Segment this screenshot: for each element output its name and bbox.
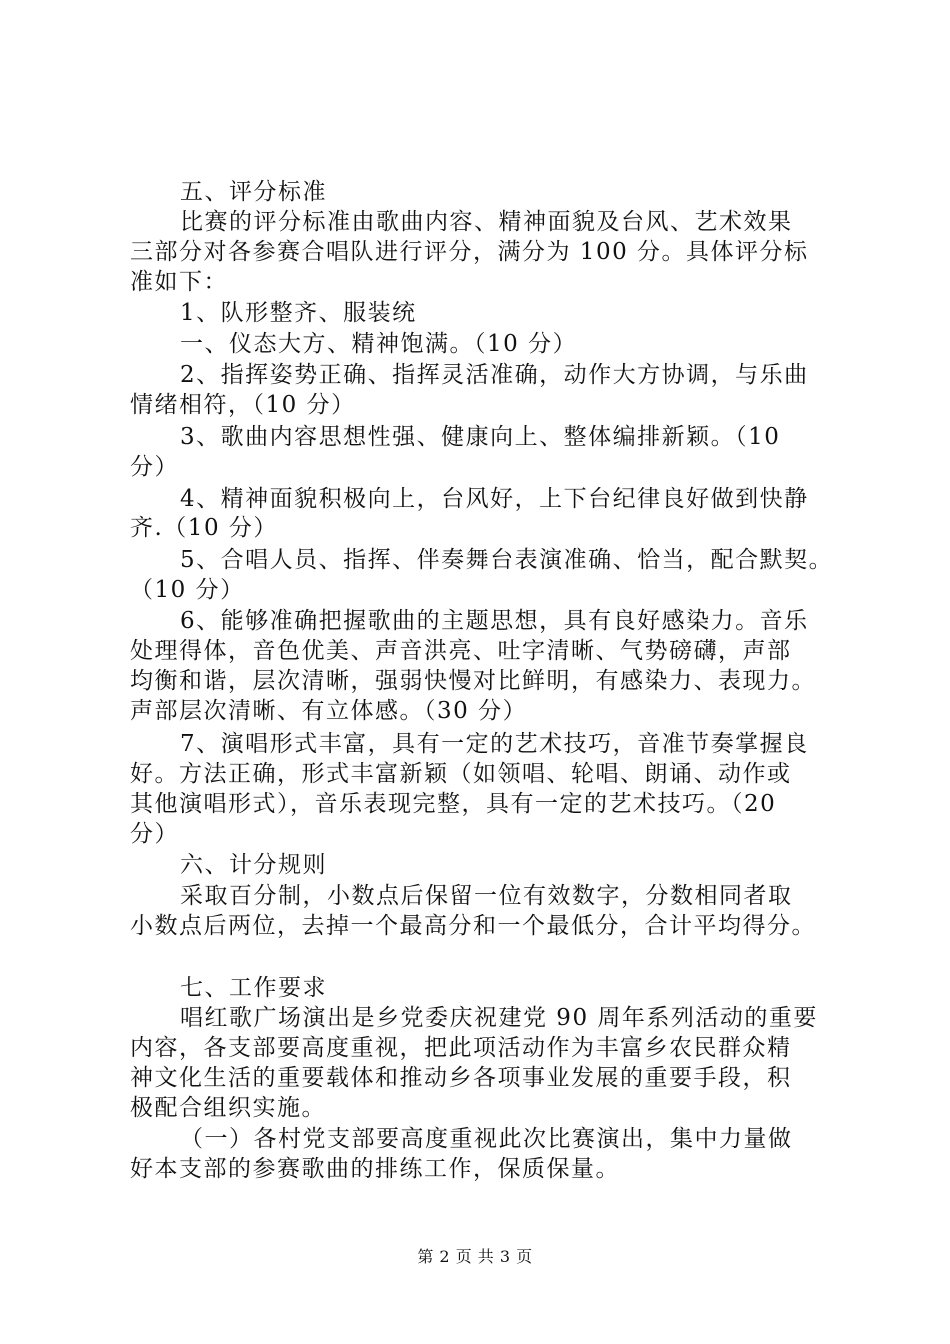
criterion-item: 7、演唱形式丰富，具有一定的艺术技巧，音准节奏掌握良 <box>180 731 809 757</box>
requirement-item: （一）各村党支部要高度重视此次比赛演出，集中力量做 <box>180 1126 793 1152</box>
paragraph-line: 其他演唱形式），音乐表现完整，具有一定的艺术技巧。（20 <box>130 791 777 817</box>
criterion-item: 一、仪态大方、精神饱满。（10 分） <box>180 331 578 357</box>
paragraph-line: （10 分） <box>130 577 245 603</box>
paragraph-line: 好。方法正确，形式丰富新颖（如领唱、轮唱、朗诵、动作或 <box>130 761 792 787</box>
criterion-item: 1、队形整齐、服装统 <box>180 300 417 326</box>
section-heading-scoring-rules: 六、计分规则 <box>180 852 327 878</box>
criterion-item: 2、指挥姿势正确、指挥灵活准确，动作大方协调，与乐曲 <box>180 362 809 388</box>
paragraph-line: 处理得体，音色优美、声音洪亮、吐字清晰、气势磅礴，声部 <box>130 638 792 664</box>
page-number-footer: 第 2 页 共 3 页 <box>417 1247 533 1266</box>
criterion-item: 6、能够准确把握歌曲的主题思想，具有良好感染力。音乐 <box>180 608 809 634</box>
section-heading-work-requirements: 七、工作要求 <box>180 975 327 1001</box>
criterion-item: 3、歌曲内容思想性强、健康向上、整体编排新颖。（10 <box>180 424 781 450</box>
paragraph-line: 小数点后两位，去掉一个最高分和一个最低分，合计平均得分。 <box>130 913 816 939</box>
criterion-item: 4、精神面貌积极向上，台风好，上下台纪律良好做到快静 <box>180 486 809 512</box>
criterion-item: 5、合唱人员、指挥、伴奏舞台表演准确、恰当，配合默契。 <box>180 547 834 573</box>
paragraph-line: 内容，各支部要高度重视，把此项活动作为丰富乡农民群众精 <box>130 1035 792 1061</box>
paragraph-line: 比赛的评分标准由歌曲内容、精神面貌及台风、艺术效果 <box>180 209 793 235</box>
paragraph-line: 唱红歌广场演出是乡党委庆祝建党 90 周年系列活动的重要 <box>180 1005 818 1031</box>
paragraph-line: 均衡和谐，层次清晰，强弱快慢对比鲜明，有感染力、表现力。 <box>130 668 816 694</box>
paragraph-line: 齐.（10 分） <box>130 515 278 541</box>
section-heading-scoring-criteria: 五、评分标准 <box>180 179 327 205</box>
paragraph-line: 声部层次清晰、有立体感。（30 分） <box>130 698 528 724</box>
paragraph-line: 神文化生活的重要载体和推动乡各项事业发展的重要手段，积 <box>130 1065 792 1091</box>
paragraph-line: 三部分对各参赛合唱队进行评分，满分为 100 分。具体评分标 <box>130 239 809 265</box>
paragraph-line: 极配合组织实施。 <box>130 1095 326 1121</box>
paragraph-line: 情绪相符，（10 分） <box>130 392 356 418</box>
paragraph-line: 好本支部的参赛歌曲的排练工作，保质保量。 <box>130 1156 620 1182</box>
paragraph-line: 分） <box>130 454 179 480</box>
paragraph-line: 分） <box>130 821 179 847</box>
paragraph-line: 采取百分制，小数点后保留一位有效数字，分数相同者取 <box>180 883 793 909</box>
paragraph-line: 准如下： <box>130 269 228 295</box>
